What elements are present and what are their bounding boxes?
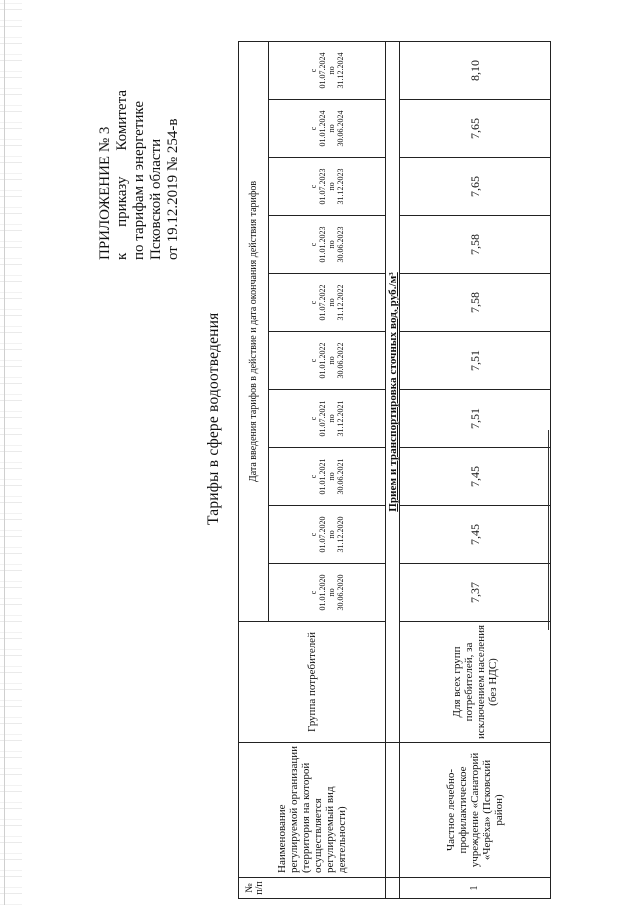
- tariff-value-9: 7,65: [400, 100, 551, 158]
- period-header-8: [269, 158, 386, 216]
- subheader-wastewater: [386, 42, 400, 743]
- period-to: по: [327, 530, 337, 539]
- period-from: с: [309, 126, 319, 131]
- period-d1: 01.07.2024: [318, 52, 328, 89]
- row-no: 1: [400, 878, 551, 899]
- subheader-row: [386, 42, 400, 899]
- period-from: с: [309, 242, 319, 247]
- appendix-line-2-left: к: [114, 252, 130, 260]
- tariff-value-3: 7,45: [400, 448, 551, 506]
- document-title: Тарифы в сфере водоотведения: [205, 312, 222, 525]
- period-to: по: [327, 182, 337, 191]
- period-to: по: [327, 66, 337, 75]
- period-from: с: [309, 358, 319, 363]
- tariff-value-5: 7,51: [400, 332, 551, 390]
- period-from: с: [309, 300, 319, 305]
- appendix-line-1: ПРИЛОЖЕНИЕ № 3: [97, 126, 113, 260]
- period-d1: 01.07.2023: [318, 168, 328, 205]
- period-d2: 31.12.2023: [336, 168, 346, 205]
- subheader-empty-org: [386, 743, 400, 878]
- period-header-5: [269, 332, 386, 390]
- tariff-value-10: 8,10: [400, 42, 551, 100]
- period-header-9: [269, 100, 386, 158]
- period-from: с: [309, 474, 319, 479]
- period-d2: 31.12.2022: [336, 284, 346, 321]
- period-d2: 30.06.2020: [336, 574, 346, 611]
- period-header-1: [269, 564, 386, 622]
- period-d1: 01.07.2020: [318, 516, 328, 553]
- period-from: с: [309, 532, 319, 537]
- period-d1: 01.01.2023: [318, 226, 328, 263]
- period-d2: 30.06.2022: [336, 342, 346, 379]
- period-to: по: [327, 588, 337, 597]
- tariff-value-2: 7,45: [400, 506, 551, 564]
- period-d1: 01.01.2022: [318, 342, 328, 379]
- period-d1: 01.07.2022: [318, 284, 328, 321]
- appendix-line-3: по тарифам и энергетике: [131, 101, 147, 260]
- period-to: по: [327, 356, 337, 365]
- tariff-table: [238, 41, 551, 899]
- row-organization: Частное лечебно-профилактическое учреждение «Санаторий «Черёха» (Псковский район): [400, 743, 551, 878]
- header-period-span: Дата введения тарифов в действие и дата окончания действия тарифов: [239, 42, 269, 622]
- header-no: № п/п: [239, 878, 386, 899]
- subheader-empty-no: [386, 878, 400, 899]
- header-consumer-group: Группа потребителей: [239, 622, 386, 743]
- period-header-4: [269, 390, 386, 448]
- appendix-line-2-mid: приказу: [114, 176, 130, 227]
- table-row: [400, 42, 551, 899]
- appendix-line-4: Псковской области: [148, 138, 164, 260]
- period-d2: 30.06.2021: [336, 458, 346, 495]
- tariff-value-6: 7,58: [400, 274, 551, 332]
- period-to: по: [327, 414, 337, 423]
- period-from: с: [309, 590, 319, 595]
- row-consumer-group: Для всех групп потребителей, за исключением населения (без НДС): [400, 622, 551, 743]
- period-to: по: [327, 124, 337, 133]
- period-header-7: [269, 216, 386, 274]
- appendix-line-2-right: Комитета: [114, 90, 130, 151]
- tariff-value-1: 7,37: [400, 564, 551, 622]
- period-from: с: [309, 68, 319, 73]
- period-d2: 31.12.2021: [336, 400, 346, 437]
- signature-line: [548, 430, 549, 630]
- subheader-text: Прием и транспортировка сточных вод, руб./м³: [386, 272, 399, 512]
- period-header-10: [269, 42, 386, 100]
- header-organization: Наименование регулируемой организации (территория на которой осуществляется регулируемый вид деятельности): [239, 743, 386, 878]
- appendix-line-5: от 19.12.2019 № 254-в: [165, 118, 181, 260]
- period-d2: 30.06.2024: [336, 110, 346, 147]
- appendix-block: [97, 70, 182, 260]
- period-d1: 01.01.2021: [318, 458, 328, 495]
- period-d2: 31.12.2024: [336, 52, 346, 89]
- period-to: по: [327, 240, 337, 249]
- period-from: с: [309, 416, 319, 421]
- period-from: с: [309, 184, 319, 189]
- period-to: по: [327, 298, 337, 307]
- tariff-value-7: 7,58: [400, 216, 551, 274]
- period-d2: 31.12.2020: [336, 516, 346, 553]
- tariff-value-4: 7,51: [400, 390, 551, 448]
- period-d2: 30.06.2023: [336, 226, 346, 263]
- period-d1: 01.07.2021: [318, 400, 328, 437]
- period-d1: 01.01.2020: [318, 574, 328, 611]
- header-row-1: [239, 42, 269, 899]
- period-to: по: [327, 472, 337, 481]
- period-header-6: [269, 274, 386, 332]
- appendix-line-2: [114, 90, 131, 260]
- tariff-value-8: 7,65: [400, 158, 551, 216]
- period-header-3: [269, 448, 386, 506]
- period-header-2: [269, 506, 386, 564]
- period-d1: 01.01.2024: [318, 110, 328, 147]
